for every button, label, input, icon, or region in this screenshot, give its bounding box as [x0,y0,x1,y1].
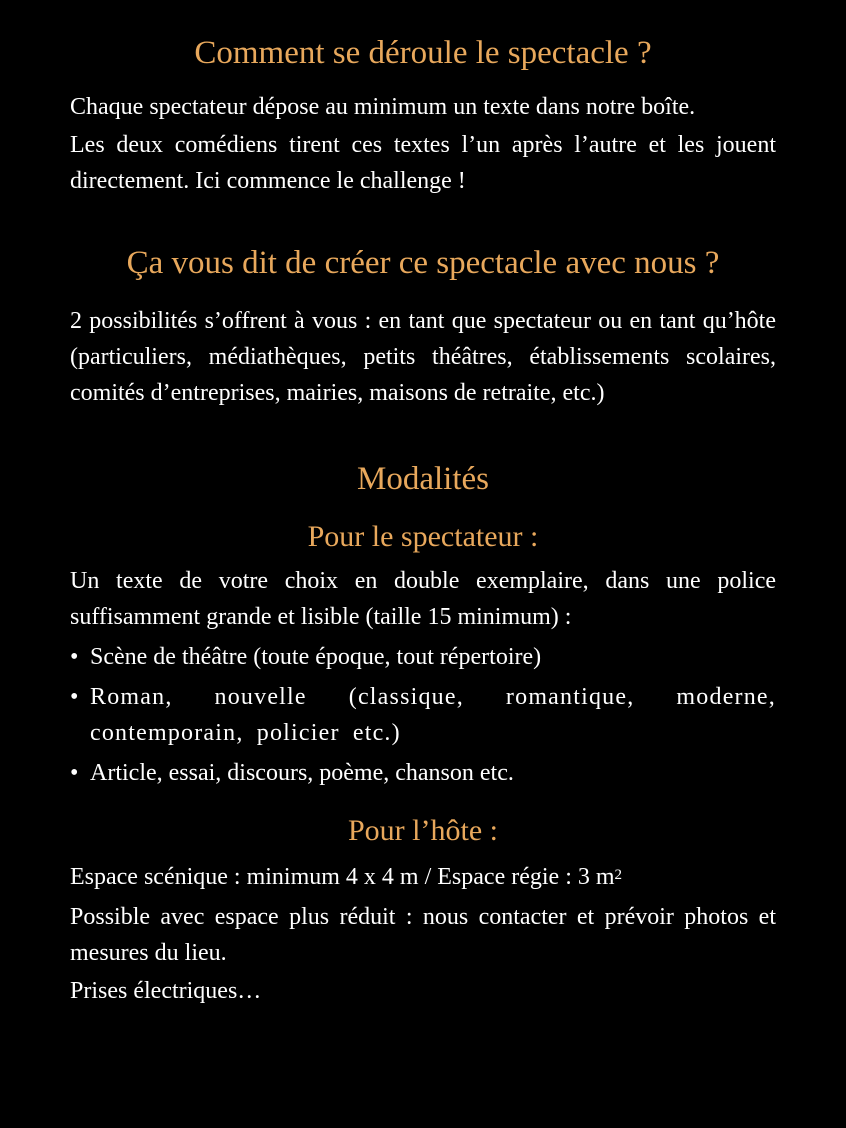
hote-body [70,859,776,1009]
square-unit: 2 [614,867,623,883]
hote-space-text: Espace scénique : minimum 4 x 4 m / Espace régie : 3 m [70,864,615,890]
bullet-icon: • [70,760,79,786]
list-item-text: Scène de théâtre (toute époque, tout répertoire) [90,644,542,670]
spectateur-text-types-list [70,639,776,791]
section-heading-modalites: Modalités [357,461,489,497]
how-it-works-body [70,89,776,199]
section-heading-create-with-us: Ça vous dit de créer ce spectacle avec nous ? [126,245,720,281]
hote-reduced-space: Possible avec espace plus réduit : nous contacter et prévoir photos et mesures du lieu. [70,904,776,966]
create-with-us-paragraph: 2 possibilités s’offrent à vous : en tant que spectateur ou en tant qu’hôte (particuliers, médiathèques, petits théâtres, établissements scolaires, comités d’entreprises, mairies, maisons de retraite, etc.) [70,308,776,406]
how-it-works-paragraph-2: Les deux comédiens tirent ces textes l’un après l’autre et les jouent directement. Ici commence le challenge ! [70,132,776,194]
hote-power-outlets: Prises électriques… [70,978,262,1004]
bullet-icon: • [70,644,79,670]
spectateur-intro: Un texte de votre choix en double exemplaire, dans une police suffisamment grande et lisible (taille 15 minimum) : [70,568,776,630]
hote-space-requirements [70,859,776,895]
section-heading-how-it-works: Comment se déroule le spectacle ? [194,35,652,71]
how-it-works-paragraph-1: Chaque spectateur dépose au minimum un texte dans notre boîte. [70,94,696,120]
list-item [70,639,776,675]
list-item [70,679,776,751]
bullet-icon: • [70,684,79,710]
list-item [70,755,776,791]
subheading-hote: Pour l’hôte : [348,814,498,847]
subheading-spectateur: Pour le spectateur : [307,520,539,553]
list-item-text: Article, essai, discours, poème, chanson etc. [90,760,514,786]
list-item-text: Roman, nouvelle (classique, romantique, moderne, contemporain, policier etc.) [90,684,776,746]
